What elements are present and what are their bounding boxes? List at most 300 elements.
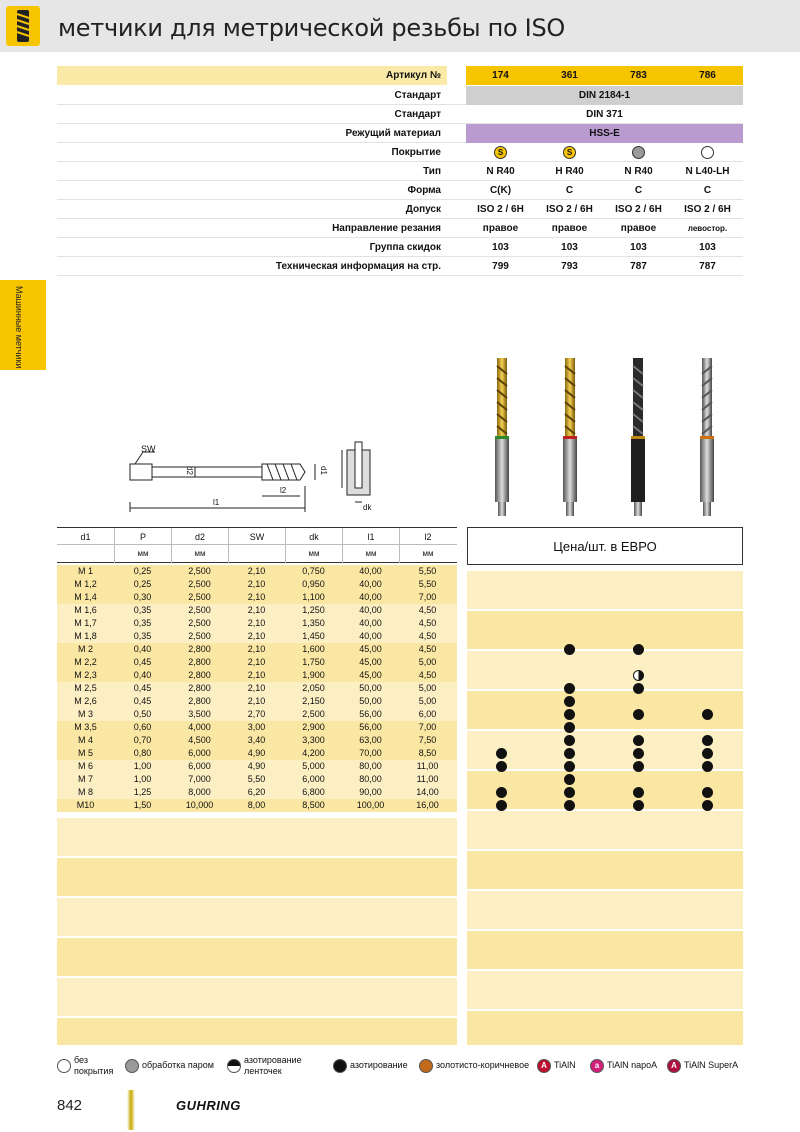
coating-gold-brown-icon [419, 1059, 433, 1073]
article-174: 174 [492, 70, 509, 81]
availability-half-icon [633, 670, 644, 681]
legend-label: обработка паром [142, 1060, 214, 1070]
table-cell: 5,00 [418, 683, 437, 693]
legend-label: покрытия [74, 1066, 114, 1076]
table-cell: 7,000 [188, 774, 211, 784]
table-row [57, 760, 457, 773]
table-cell: M 4 [77, 735, 93, 745]
direction-value: левостор. [687, 224, 728, 233]
type-value: H R40 [555, 166, 584, 177]
coating-none-icon [701, 146, 714, 159]
table-cell: 5,00 [418, 657, 437, 667]
drawing-label-l1: l1 [213, 498, 220, 507]
type-value: N R40 [486, 166, 515, 177]
tap-image-786 [697, 356, 717, 518]
tolerance-value: ISO 2 / 6H [546, 204, 593, 215]
availability-dot-icon [702, 709, 713, 720]
table-cell: 2,10 [247, 566, 266, 576]
type-value: N R40 [624, 166, 653, 177]
table-cell: 2,10 [247, 644, 266, 654]
table-cell: 6,000 [188, 761, 211, 771]
table-cell: 2,10 [247, 631, 266, 641]
table-cell: 1,00 [133, 774, 152, 784]
price-band [467, 571, 743, 609]
availability-dot-icon [496, 787, 507, 798]
table-row [57, 708, 457, 721]
availability-dot-icon [633, 787, 644, 798]
availability-dot-icon [633, 748, 644, 759]
table-cell: M 6 [77, 761, 93, 771]
techinfo-link[interactable]: 793 [561, 261, 578, 272]
table-cell: 11,00 [416, 761, 439, 771]
table-cell: 2,150 [302, 696, 325, 706]
column-header: P [114, 528, 171, 546]
price-band [467, 691, 743, 729]
table-cell: 45,00 [359, 657, 382, 667]
table-cell: 1,900 [302, 670, 325, 680]
attr-label: Допуск [405, 204, 441, 215]
page-number: 842 [57, 1097, 83, 1114]
table-cell: 2,800 [188, 670, 211, 680]
table-cell: 0,25 [133, 579, 152, 589]
table-cell: 4,500 [188, 735, 211, 745]
table-cell: 4,90 [247, 761, 266, 771]
attr-label: Стандарт [394, 109, 441, 120]
table-cell: 1,25 [133, 787, 152, 797]
table-cell: 3,40 [247, 735, 266, 745]
table-cell: 2,500 [188, 631, 211, 641]
coating-steam-icon: S [494, 146, 507, 159]
table-row [57, 747, 457, 760]
availability-dot-icon [564, 735, 575, 746]
availability-dot-icon [702, 735, 713, 746]
table-cell: 2,800 [188, 696, 211, 706]
availability-dot-icon [564, 709, 575, 720]
table-cell: 2,10 [247, 657, 266, 667]
table-cell: 10,000 [185, 800, 214, 810]
coating-steam-treatment-icon [125, 1059, 139, 1073]
table-cell: 4,50 [418, 618, 437, 628]
table-cell: 80,00 [359, 774, 382, 784]
discount-value: 103 [699, 242, 716, 253]
page-title: метчики для метрической резьбы по ISO [58, 14, 565, 42]
availability-dot-icon [633, 735, 644, 746]
table-cell: 2,10 [247, 670, 266, 680]
table-cell: 0,35 [133, 605, 152, 615]
table-cell: 40,00 [359, 592, 382, 602]
table-cell: 80,00 [359, 761, 382, 771]
attr-row-article [57, 66, 743, 85]
table-cell: 4,50 [418, 631, 437, 641]
table-cell: M 3 [77, 709, 93, 719]
tap-image-361 [560, 356, 580, 518]
availability-dot-icon [564, 761, 575, 772]
legend-label: золотисто-коричневое [436, 1060, 530, 1070]
attr-row-material [57, 124, 743, 143]
availability-dot-icon [564, 748, 575, 759]
attr-label: Артикул № [57, 66, 447, 85]
table-header-row [57, 527, 457, 545]
availability-dot-icon [496, 748, 507, 759]
table-cell: 8,500 [302, 800, 325, 810]
tap-image-174 [492, 356, 512, 518]
table-row [57, 669, 457, 682]
table-cell: 4,90 [247, 748, 266, 758]
table-cell: 2,800 [188, 683, 211, 693]
table-cell: 2,10 [247, 592, 266, 602]
form-value: C [634, 185, 643, 196]
availability-dot-icon [496, 761, 507, 772]
table-cell: 3,00 [247, 722, 266, 732]
availability-dot-icon [633, 683, 644, 694]
table-cell: 0,45 [133, 683, 152, 693]
standard-value: DIN 371 [586, 109, 623, 120]
table-cell: 8,00 [247, 800, 266, 810]
column-unit: мм [399, 545, 456, 563]
table-cell: 1,50 [133, 800, 152, 810]
availability-dot-icon [564, 683, 575, 694]
table-cell: 0,40 [133, 644, 152, 654]
table-cell: 0,750 [302, 566, 325, 576]
price-header: Цена/шт. в ЕВРО [467, 527, 743, 565]
attr-label: Направление резания [332, 223, 441, 234]
table-cell: 2,500 [188, 566, 211, 576]
column-header: l1 [342, 528, 399, 546]
coating-tialn-icon: A [537, 1059, 551, 1073]
table-row [57, 643, 457, 656]
table-cell: 3,300 [302, 735, 325, 745]
attr-row-tolerance [57, 200, 743, 219]
tolerance-value: ISO 2 / 6H [477, 204, 524, 215]
techinfo-link[interactable]: 787 [630, 261, 647, 272]
table-cell: 2,500 [188, 618, 211, 628]
table-cell: 2,10 [247, 696, 266, 706]
tolerance-value: ISO 2 / 6H [684, 204, 731, 215]
table-row [57, 565, 457, 578]
attr-row-form [57, 181, 743, 200]
price-band [467, 811, 743, 849]
side-tab-label: Машинные метчики [14, 286, 24, 369]
table-cell: 4,50 [418, 605, 437, 615]
table-row [57, 578, 457, 591]
table-cell: 1,450 [302, 631, 325, 641]
table-row [57, 591, 457, 604]
table-row [57, 630, 457, 643]
table-cell: M 2,5 [74, 683, 97, 693]
tolerance-value: ISO 2 / 6H [615, 204, 662, 215]
discount-value: 103 [492, 242, 509, 253]
coating-tialn-napoa-icon: a [590, 1059, 604, 1073]
table-cell: 4,50 [418, 644, 437, 654]
table-cell: 1,100 [302, 592, 325, 602]
drawing-label-l2: l2 [280, 486, 287, 495]
table-cell: 1,250 [302, 605, 325, 615]
table-cell: 2,10 [247, 683, 266, 693]
attr-row-standard2 [57, 105, 743, 124]
table-cell: 0,40 [133, 670, 152, 680]
attr-label: Техническая информация на стр. [275, 261, 441, 272]
attr-row-techinfo [57, 257, 743, 276]
table-cell: 40,00 [359, 631, 382, 641]
availability-dot-icon [633, 761, 644, 772]
table-cell: 1,350 [302, 618, 325, 628]
price-band [467, 851, 743, 889]
availability-dot-icon [702, 761, 713, 772]
table-cell: 2,70 [247, 709, 266, 719]
table-cell: M 2,3 [74, 670, 97, 680]
table-cell: 0,35 [133, 631, 152, 641]
coating-none-icon [57, 1059, 71, 1073]
table-cell: 0,30 [133, 592, 152, 602]
column-header: dk [285, 528, 342, 546]
legend-label: ленточек [244, 1066, 282, 1076]
table-cell: 5,50 [418, 566, 437, 576]
techinfo-link[interactable]: 787 [699, 261, 716, 272]
table-cell: 0,70 [133, 735, 152, 745]
table-cell: 0,950 [302, 579, 325, 589]
price-band [467, 971, 743, 1009]
table-cell: M 2,2 [74, 657, 97, 667]
column-unit: мм [342, 545, 399, 563]
coating-legend [57, 1053, 747, 1079]
tap-drawing-svg [125, 440, 395, 520]
empty-band [57, 818, 457, 856]
column-unit [228, 545, 285, 563]
table-cell: M 3,5 [74, 722, 97, 732]
coating-nitrided-icon [333, 1059, 347, 1073]
availability-dot-icon [702, 787, 713, 798]
tap-category-icon [6, 6, 40, 46]
table-cell: 56,00 [359, 709, 382, 719]
attr-label: Покрытие [391, 147, 441, 158]
drawing-label-dk: dk [363, 503, 372, 512]
table-cell: 0,80 [133, 748, 152, 758]
coating-tialn-supera-icon: A [667, 1059, 681, 1073]
table-cell: 90,00 [359, 787, 382, 797]
coating-land-nitrided-icon [227, 1059, 241, 1073]
techinfo-link[interactable]: 799 [492, 261, 509, 272]
table-cell: 2,500 [188, 605, 211, 615]
table-row [57, 617, 457, 630]
table-cell: 1,00 [133, 761, 152, 771]
table-cell: 14,00 [416, 787, 439, 797]
table-cell: 6,00 [418, 709, 437, 719]
table-cell: 5,000 [302, 761, 325, 771]
table-cell: 50,00 [359, 683, 382, 693]
table-cell: M 1,2 [74, 579, 97, 589]
direction-value: правое [551, 223, 588, 234]
form-value: C [703, 185, 712, 196]
table-row [57, 721, 457, 734]
article-783: 783 [630, 70, 647, 81]
table-cell: 2,800 [188, 644, 211, 654]
price-band [467, 931, 743, 969]
availability-dot-icon [702, 748, 713, 759]
table-cell: 2,050 [302, 683, 325, 693]
material-value: HSS-E [466, 124, 743, 143]
table-cell: 2,900 [302, 722, 325, 732]
column-unit: мм [171, 545, 228, 563]
table-cell: 100,00 [356, 800, 385, 810]
availability-dot-icon [633, 644, 644, 655]
table-cell: 45,00 [359, 644, 382, 654]
price-band [467, 611, 743, 649]
availability-dot-icon [564, 696, 575, 707]
table-cell: M 1,4 [74, 592, 97, 602]
table-cell: 4,50 [418, 670, 437, 680]
attr-label: Стандарт [394, 90, 441, 101]
availability-dot-icon [633, 709, 644, 720]
table-cell: 0,50 [133, 709, 152, 719]
type-value: N L40-LH [685, 166, 730, 177]
availability-dot-icon [564, 774, 575, 785]
attr-row-standard1 [57, 86, 743, 105]
table-row [57, 786, 457, 799]
brand-logo: GUHRING [176, 1098, 241, 1113]
column-unit [57, 545, 114, 563]
article-786: 786 [699, 70, 716, 81]
table-row [57, 656, 457, 669]
availability-dot-icon [564, 800, 575, 811]
column-header: SW [228, 528, 285, 546]
table-cell: M 2,6 [74, 696, 97, 706]
column-header: d1 [80, 532, 91, 542]
legend-label: азотирование [350, 1060, 408, 1070]
table-cell: M 1 [77, 566, 93, 576]
availability-dot-icon [702, 800, 713, 811]
page-header [0, 0, 800, 52]
attr-label: Режущий материал [345, 128, 441, 139]
table-cell: 40,00 [359, 618, 382, 628]
table-cell: 2,500 [302, 709, 325, 719]
table-cell: M10 [76, 800, 95, 810]
availability-dot-icon [564, 787, 575, 798]
coating-steam-icon: S [563, 146, 576, 159]
attr-label: Группа скидок [369, 242, 441, 253]
tap-drawing [125, 440, 395, 520]
table-cell: 5,00 [418, 696, 437, 706]
column-unit: мм [285, 545, 342, 563]
table-units-row [57, 545, 457, 563]
table-cell: M 1,8 [74, 631, 97, 641]
table-cell: 2,10 [247, 618, 266, 628]
legend-label: азотирование [244, 1055, 302, 1065]
column-header: d2 [171, 528, 228, 546]
table-row [57, 734, 457, 747]
table-cell: 3,500 [188, 709, 211, 719]
table-cell: 7,00 [418, 592, 437, 602]
side-tab[interactable] [0, 280, 46, 370]
tap-image-783 [628, 356, 648, 518]
table-cell: 63,00 [359, 735, 382, 745]
availability-dot-icon [564, 722, 575, 733]
table-cell: 4,000 [188, 722, 211, 732]
column-unit: мм [114, 545, 171, 563]
empty-band [57, 978, 457, 1016]
table-cell: 6,20 [247, 787, 266, 797]
price-band [467, 891, 743, 929]
table-cell: 11,00 [416, 774, 439, 784]
empty-band [57, 938, 457, 976]
table-cell: 0,35 [133, 618, 152, 628]
table-cell: 40,00 [359, 566, 382, 576]
table-cell: 0,45 [133, 696, 152, 706]
availability-dot-icon [496, 800, 507, 811]
drawing-label-d2: d2 [185, 466, 194, 475]
table-cell: 0,45 [133, 657, 152, 667]
attr-row-coating [57, 143, 743, 162]
table-cell: 7,50 [418, 735, 437, 745]
legend-label: TiAlN [554, 1060, 576, 1070]
standard-value: DIN 2184-1 [466, 86, 743, 105]
table-cell: 2,10 [247, 579, 266, 589]
form-value: C(K) [489, 185, 512, 196]
table-cell: M 7 [77, 774, 93, 784]
price-band [467, 651, 743, 689]
attr-row-discount [57, 238, 743, 257]
table-cell: 56,00 [359, 722, 382, 732]
footer-divider [127, 1090, 135, 1130]
column-header: l2 [399, 528, 456, 546]
table-row [57, 773, 457, 786]
table-cell: M 2 [77, 644, 93, 654]
table-cell: 2,10 [247, 605, 266, 615]
availability-dot-icon [564, 644, 575, 655]
table-cell: 6,000 [302, 774, 325, 784]
legend-label: TiAlN napoA [607, 1060, 658, 1070]
coating-steam-treatment-icon [632, 146, 645, 159]
form-value: C [565, 185, 574, 196]
discount-value: 103 [630, 242, 647, 253]
table-cell: M 1,7 [74, 618, 97, 628]
discount-value: 103 [561, 242, 578, 253]
table-cell: 0,25 [133, 566, 152, 576]
table-cell: 8,50 [418, 748, 437, 758]
table-cell: 45,00 [359, 670, 382, 680]
table-cell: 5,50 [418, 579, 437, 589]
table-row [57, 695, 457, 708]
legend-label: TiAlN SuperA [684, 1060, 739, 1070]
table-cell: 16,00 [416, 800, 439, 810]
table-cell: 4,200 [302, 748, 325, 758]
empty-band [57, 898, 457, 936]
table-row [57, 682, 457, 695]
table-cell: M 8 [77, 787, 93, 797]
direction-value: правое [620, 223, 657, 234]
table-cell: 0,60 [133, 722, 152, 732]
table-cell: 2,500 [188, 592, 211, 602]
table-cell: M 5 [77, 748, 93, 758]
price-band [467, 1011, 743, 1045]
empty-band [57, 1018, 457, 1045]
legend-label: без [74, 1055, 88, 1065]
table-cell: M 1,6 [74, 605, 97, 615]
table-cell: 40,00 [359, 579, 382, 589]
table-row [57, 604, 457, 617]
table-cell: 6,800 [302, 787, 325, 797]
table-cell: 5,50 [247, 774, 266, 784]
table-cell: 50,00 [359, 696, 382, 706]
article-361: 361 [561, 70, 578, 81]
table-cell: 1,750 [302, 657, 325, 667]
attr-row-direction [57, 219, 743, 238]
table-cell: 2,800 [188, 657, 211, 667]
drawing-label-d1: d1 [319, 466, 328, 475]
availability-dot-icon [633, 800, 644, 811]
empty-band [57, 858, 457, 896]
table-cell: 8,000 [188, 787, 211, 797]
direction-value: правое [482, 223, 519, 234]
